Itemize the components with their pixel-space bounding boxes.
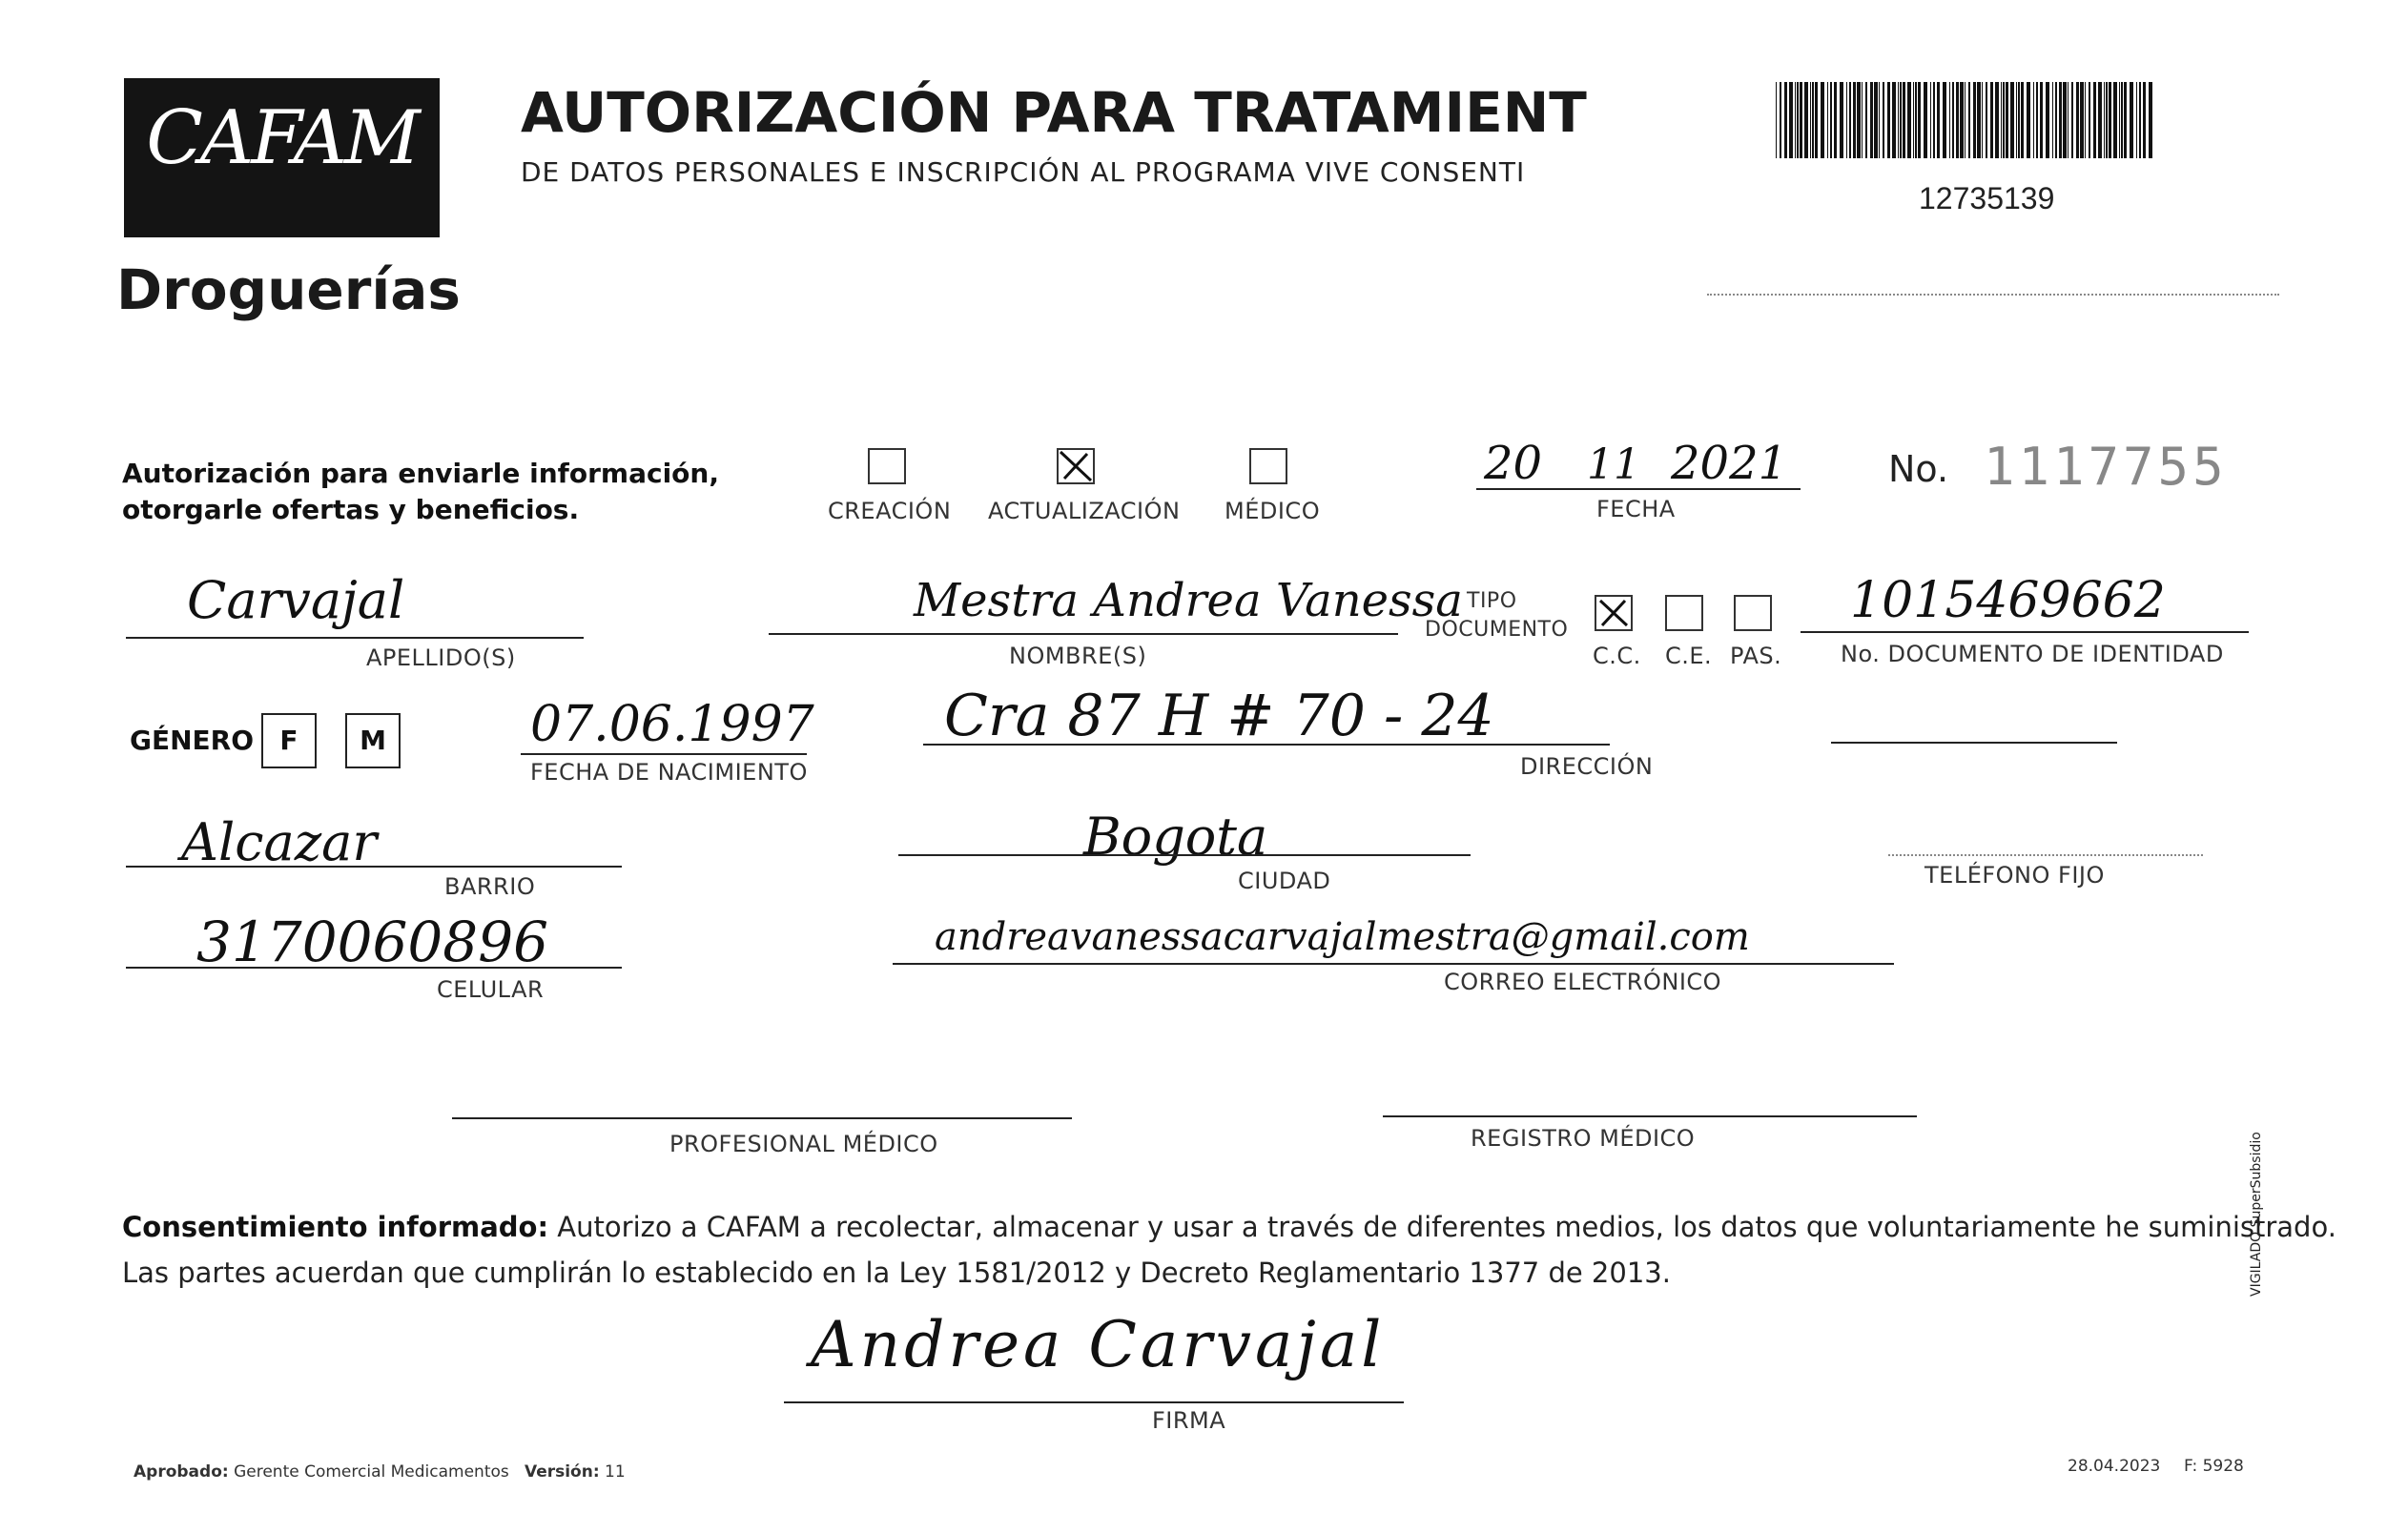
documento-value: 1015469662 [1850, 572, 2166, 629]
barcode-bar [2124, 82, 2127, 158]
barcode-bar [2080, 82, 2084, 158]
barcode-bar [2003, 82, 2005, 158]
barcode-bar [1965, 82, 1966, 158]
aprobado-label: Aprobado: [134, 1462, 229, 1482]
barcode-bar [2016, 82, 2017, 158]
document-title: AUTORIZACIÓN PARA TRATAMIENT [521, 80, 1587, 145]
barcode-bar [1865, 82, 1867, 158]
apellidos-value: Carvajal [187, 570, 405, 630]
barcode-bar [1973, 82, 1976, 158]
barcode-bar [2136, 82, 2137, 158]
creacion-checkbox[interactable] [868, 448, 906, 484]
document-subtitle: DE DATOS PERSONALES E INSCRIPCIÓN AL PROGRAMA VIVE CONSENTI [521, 156, 1526, 188]
barcode-bar [1853, 82, 1856, 158]
barcode-bar [2085, 82, 2086, 158]
barcode-number: 12735139 [1919, 181, 2055, 215]
footer-aprobado [134, 1462, 626, 1482]
barrio-value: Alcazar [181, 812, 378, 872]
genero-m-box[interactable]: M [345, 713, 401, 768]
barcode-bar [1995, 82, 1999, 158]
correo-label: CORREO ELECTRÓNICO [1444, 969, 1722, 995]
barcode-bar [1913, 82, 1914, 158]
barcode-bar [2018, 82, 2020, 158]
barcode-bar [2046, 82, 2049, 158]
barcode-bar [2104, 82, 2105, 158]
brand-subtitle: Droguerías [116, 257, 461, 322]
barcode-bar [2149, 82, 2152, 158]
barcode-bar [1918, 82, 1921, 158]
barcode-bar [1812, 82, 1814, 158]
barcode-bar [1986, 82, 1987, 158]
fecha-month: 11 [1587, 440, 1640, 489]
number-label: No. [1888, 448, 1949, 490]
registro-label: REGISTRO MÉDICO [1471, 1125, 1696, 1152]
version-label: Versión: [524, 1462, 600, 1482]
barcode-bar [2059, 82, 2062, 158]
signature-line [784, 1401, 1404, 1403]
tipo-label-1: TIPO [1467, 589, 1517, 613]
barcode-bar [1883, 82, 1884, 158]
check-mark-icon [1059, 450, 1093, 482]
barcode-bar [1924, 82, 1927, 158]
fecha-label: FECHA [1596, 496, 1676, 522]
correo-value: andreavanessacarvajalmestra@gmail.com [935, 915, 1750, 959]
actualizacion-checkbox[interactable] [1057, 448, 1095, 484]
barcode-bar [2139, 82, 2141, 158]
barcode-bar [1815, 82, 1818, 158]
fecha-line [1476, 488, 1801, 490]
consent-text-1: Autorizo a CAFAM a recolectar, almacenar y usar a través de diferentes medios, los datos que voluntariamente he suministrado. [548, 1211, 2336, 1243]
genero-label: GÉNERO [130, 725, 255, 756]
signature-value: Andrea Carvajal [811, 1308, 1386, 1381]
barcode-bar [1898, 82, 1899, 158]
ciudad-line [898, 854, 1471, 856]
direccion-line-2 [1831, 742, 2117, 744]
barcode-bar [1834, 82, 1837, 158]
barcode-bar [2121, 82, 2123, 158]
nombres-value: Mestra Andrea Vanessa [914, 574, 1463, 627]
consent-text-2: Las partes acuerdan que cumplirán lo establecido en la Ley 1581/2012 y Decreto Reglamentario 1377 de 2013. [122, 1257, 1671, 1289]
barcode-bar [2071, 82, 2073, 158]
ciudad-label: CIUDAD [1238, 868, 1331, 894]
pas-checkbox[interactable] [1734, 595, 1772, 631]
barcode-bar [2010, 82, 2014, 158]
barcode-bar [1943, 82, 1946, 158]
barcode-bar [2130, 82, 2133, 158]
barcode-bar [2119, 82, 2120, 158]
barcode-bar [1968, 82, 1970, 158]
consent-heading: Consentimiento informado: [122, 1211, 549, 1243]
ce-checkbox[interactable] [1665, 595, 1703, 631]
ciudad-value: Bogota [1083, 807, 1268, 867]
barcode-bar [1800, 82, 1802, 158]
barcode-bar [1900, 82, 1902, 158]
barcode-bar [2076, 82, 2079, 158]
genero-f-box[interactable]: F [261, 713, 317, 768]
barcode-bar [1797, 82, 1799, 158]
version-value: 11 [605, 1462, 626, 1482]
barrio-line [126, 866, 622, 868]
fecha-year: 2021 [1671, 437, 1788, 490]
fecha-day: 20 [1484, 437, 1543, 490]
fecha-nacimiento-value: 07.06.1997 [530, 696, 814, 753]
footer-date: 28.04.2023 [2068, 1457, 2161, 1476]
intro-line-2: otorgarle ofertas y beneficios. [122, 494, 580, 525]
fecha-nacimiento-label: FECHA DE NACIMIENTO [530, 759, 808, 786]
barcode-bar [1776, 82, 1777, 158]
fecha-nacimiento-line [521, 753, 807, 755]
barcode-bar [2040, 82, 2043, 158]
barcode-bar [1840, 82, 1843, 158]
barcode-bar [2021, 82, 2024, 158]
barcode-bar [1887, 82, 1890, 158]
barcode-bar [2027, 82, 2030, 158]
telefono-line [1888, 854, 2203, 856]
barcode-bar [1956, 82, 1959, 158]
barcode-bar [1960, 82, 1964, 158]
profesional-label: PROFESIONAL MÉDICO [669, 1131, 938, 1157]
barcode-bar [1827, 82, 1828, 158]
barcode-bar [1789, 82, 1793, 158]
barcode-bar [1846, 82, 1847, 158]
barcode-bar [1937, 82, 1940, 158]
barcode-icon [1776, 82, 2155, 158]
barcode-bar [1830, 82, 1832, 158]
nombres-line [769, 633, 1398, 635]
brand-logo: CAFAM [146, 95, 418, 181]
medico-label: MÉDICO [1225, 498, 1321, 524]
barcode-bar [1857, 82, 1861, 158]
footer-code: F: 5928 [2184, 1457, 2244, 1476]
telefono-label: TELÉFONO FIJO [1924, 862, 2105, 889]
barcode-bar [1903, 82, 1905, 158]
pas-label: PAS. [1730, 643, 1782, 669]
profesional-line [452, 1117, 1072, 1119]
barcode-bar [1810, 82, 1811, 158]
barcode-bar [1952, 82, 1954, 158]
barcode-bar [2106, 82, 2108, 158]
barcode-bar [2089, 82, 2090, 158]
barcode-bar [1795, 82, 1796, 158]
correo-line [893, 963, 1894, 965]
ce-label: C.E. [1665, 643, 1713, 669]
number-value: 1117755 [1984, 437, 2228, 497]
documento-line [1801, 631, 2249, 633]
apellidos-label: APELLIDO(S) [366, 644, 516, 671]
barcode-bar [2006, 82, 2008, 158]
barcode-bar [1907, 82, 1911, 158]
barcode-bar [1784, 82, 1787, 158]
barcode-bar [1849, 82, 1851, 158]
barcode-bar [2093, 82, 2096, 158]
barcode-bar [2055, 82, 2057, 158]
barcode-bar [2098, 82, 2102, 158]
barcode-bar [1804, 82, 1808, 158]
check-mark-icon [1596, 597, 1631, 629]
barcode-bar [1892, 82, 1896, 158]
barcode-bar [1780, 82, 1781, 158]
barcode-bar [1933, 82, 1935, 158]
direccion-label: DIRECCIÓN [1520, 753, 1654, 780]
creacion-label: CREACIÓN [828, 498, 952, 524]
celular-line [126, 967, 622, 969]
barcode-bar [1862, 82, 1863, 158]
medico-checkbox[interactable] [1249, 448, 1287, 484]
intro-line-1: Autorización para enviarle información, [122, 458, 719, 489]
barcode-bar [2052, 82, 2053, 158]
barcode-bar [1879, 82, 1880, 158]
cc-checkbox[interactable] [1595, 595, 1633, 631]
direccion-value: Cra 87 H # 70 - 24 [944, 683, 1494, 749]
barrio-label: BARRIO [444, 873, 536, 900]
nombres-label: NOMBRE(S) [1009, 643, 1147, 669]
documento-label: No. DOCUMENTO DE IDENTIDAD [1841, 641, 2224, 667]
celular-value: 3170060896 [196, 910, 549, 974]
barcode-bar [1821, 82, 1824, 158]
consent-paragraph-1 [122, 1211, 2336, 1243]
actualizacion-label: ACTUALIZACIÓN [988, 498, 1181, 524]
cc-label: C.C. [1593, 643, 1641, 669]
barcode-bar [2033, 82, 2034, 158]
registro-line [1383, 1115, 1917, 1117]
barcode-bar [1977, 82, 1981, 158]
aprobado-value: Gerente Comercial Medicamentos [234, 1462, 509, 1482]
barcode-bar [1990, 82, 1993, 158]
direccion-line [923, 744, 1610, 746]
barcode-bar [1982, 82, 1983, 158]
barcode-bar [2001, 82, 2002, 158]
celular-label: CELULAR [437, 976, 545, 1003]
barcode-bar [1870, 82, 1873, 158]
vigilado-note: VIGILADO SuperSubsidio [2249, 1132, 2264, 1297]
header-dashed-line [1707, 294, 2279, 296]
barcode-bar [2109, 82, 2111, 158]
tipo-label-2: DOCUMENTO [1425, 618, 1569, 642]
barcode-bar [2143, 82, 2146, 158]
barcode-bar [1915, 82, 1917, 158]
barcode-bar [2036, 82, 2038, 158]
apellidos-line [126, 637, 584, 639]
barcode-bar [1930, 82, 1931, 158]
barcode-bar [1874, 82, 1878, 158]
barcode-bar [2063, 82, 2067, 158]
signature-label: FIRMA [1152, 1407, 1226, 1434]
barcode-bar [2113, 82, 2117, 158]
barcode-bar [1949, 82, 1950, 158]
